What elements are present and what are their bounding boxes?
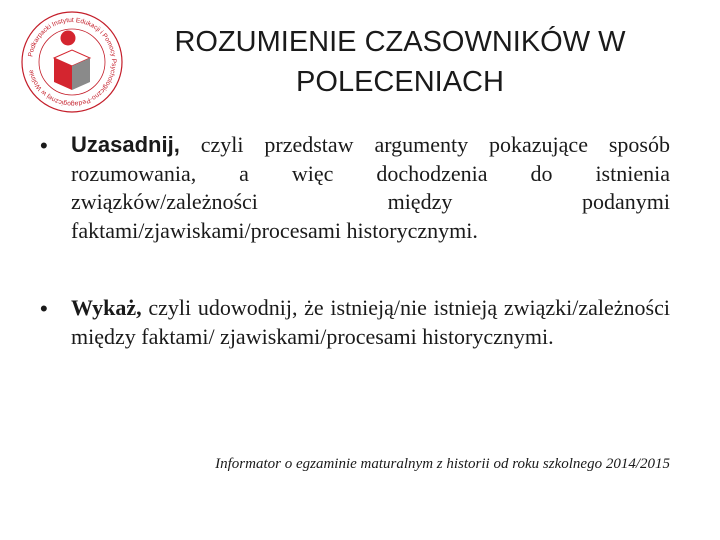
- institution-logo: [18, 8, 126, 116]
- bullet-list: [40, 131, 670, 351]
- bullet-definition: czyli przedstaw argumenty pokazujące sposób rozumowania, a więc dochodzenia do istnienia związków/zależności między podanymi faktami/zjawiskami/procesami historycznymi.: [71, 132, 670, 243]
- bullet-marker: •: [40, 133, 48, 158]
- bullet-lead-term: Wykaż,: [71, 295, 142, 320]
- bullet-item-uzasadnij: [40, 131, 670, 245]
- title-line-2: POLECENIACH: [296, 66, 504, 98]
- bullet-definition: czyli udowodnij, że istnieją/nie istnieją związki/zależności między faktami/ zjawiskami/procesami historycznymi.: [71, 295, 670, 349]
- bullet-text: [71, 294, 670, 351]
- logo-emblem-icon: [18, 8, 126, 116]
- bullet-item-wykaz: [40, 294, 670, 351]
- logo-ring-text: Podkarpacki Instytut Edukacji i Pomocy Psychologiczno-Pedagogicznej w Wolinie: [27, 16, 118, 108]
- bullet-text: [71, 131, 670, 245]
- logo-ball: [61, 31, 76, 46]
- source-citation: Informator o egzaminie maturalnym z historii od roku szkolnego 2014/2015: [215, 456, 670, 472]
- title-line-1: ROZUMIENIE CZASOWNIKÓW W: [174, 26, 626, 58]
- bullet-lead-term: Uzasadnij,: [71, 132, 180, 157]
- bullet-marker: •: [40, 296, 48, 321]
- slide-title: [120, 22, 680, 102]
